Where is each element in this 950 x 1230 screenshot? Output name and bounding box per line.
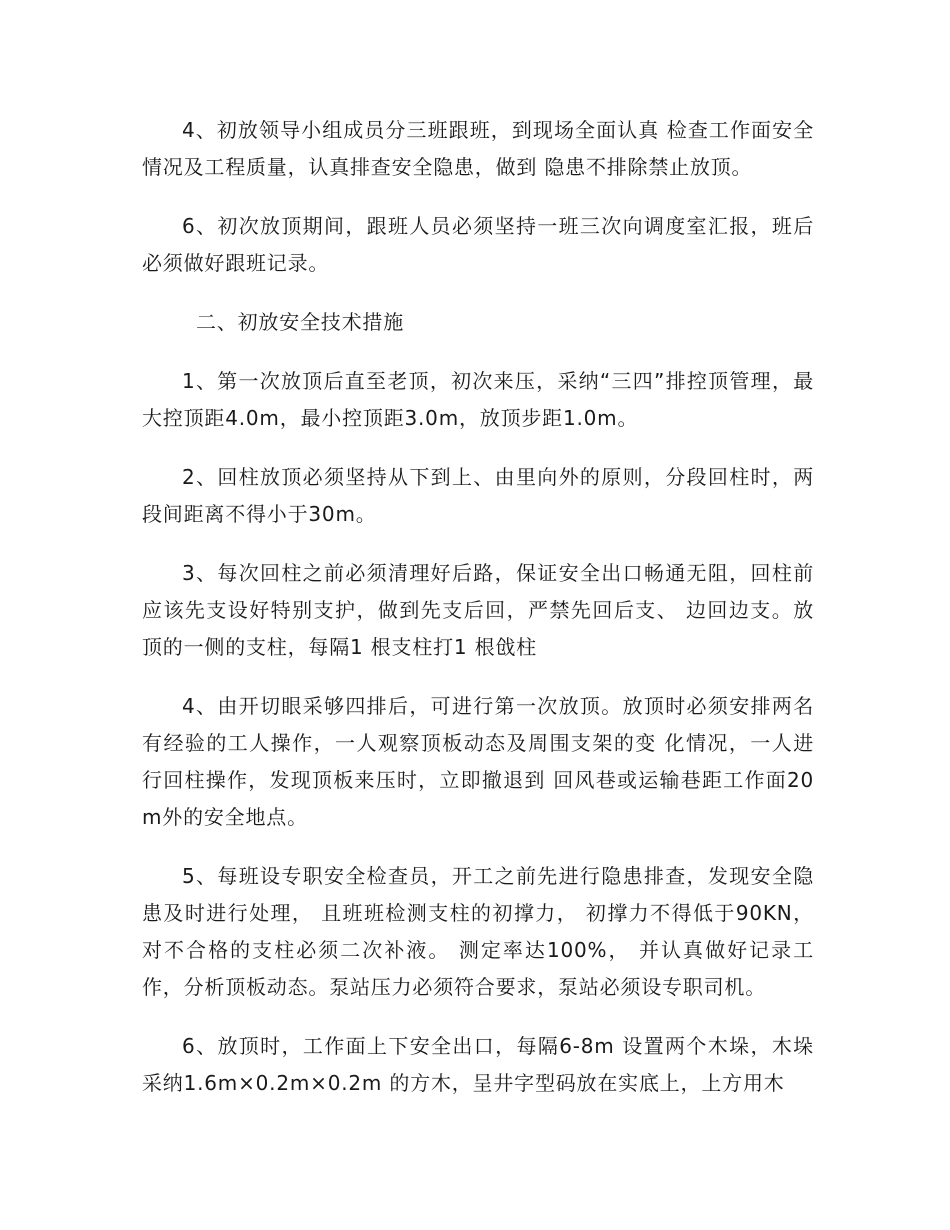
measure-6: 6、放顶时，工作面上下安全出口，每隔6-8m 设置两个木垛，木垛采纳1.6m×0.2m×0.2m 的方木，呈井字型码放在实底上，上方用木 [142,1034,814,1095]
paragraph-6-reporting: 6、初次放顶期间，跟班人员必须坚持一班三次向调度室汇报，班后必须做好跟班记录。 [142,214,814,275]
section-heading: 二、初放安全技术措施 [196,310,404,334]
measure-5: 5、每班设专职安全检查员，开工之前先进行隐患排查，发现安全隐患及时进行处理， 且班班检测支柱的初撑力， 初撑力不得低于90KN， 对不合格的支柱必须二次补液。 测定率达100%， 并认真做好记录工作，分析顶板动态。泵站压力必须符合要求，泵站必须设专职司机。 [142,864,814,999]
paragraph-4-inspection: 4、初放领导小组成员分三班跟班，到现场全面认真 检查工作面安全情况及工程质量，认真排查安全隐患，做到 隐患不排除禁止放顶。 [142,118,814,179]
measure-2: 2、回柱放顶必须坚持从下到上、由里向外的原则，分段回柱时，两段间距离不得小于30m。 [142,465,814,526]
measure-1: 1、第一次放顶后直至老顶，初次来压，采纳“三四”排控顶管理，最大控顶距4.0m，最小控顶距3.0m，放顶步距1.0m。 [142,369,814,430]
measure-4: 4、由开切眼采够四排后，可进行第一次放顶。放顶时必须安排两名有经验的工人操作，一人观察顶板动态及周围支架的变 化情况，一人进行回柱操作，发现顶板来压时，立即撤退到 回风巷或运输巷距工作面20m外的安全地点。 [142,694,814,829]
document-body [142,112,814,1124]
measure-3: 3、每次回柱之前必须清理好后路，保证安全出口畅通无阻，回柱前应该先支设好特别支护，做到先支后回，严禁先回后支、 边回边支。放顶的一侧的支柱，每隔1 根支柱打1 根戗柱 [142,561,814,659]
